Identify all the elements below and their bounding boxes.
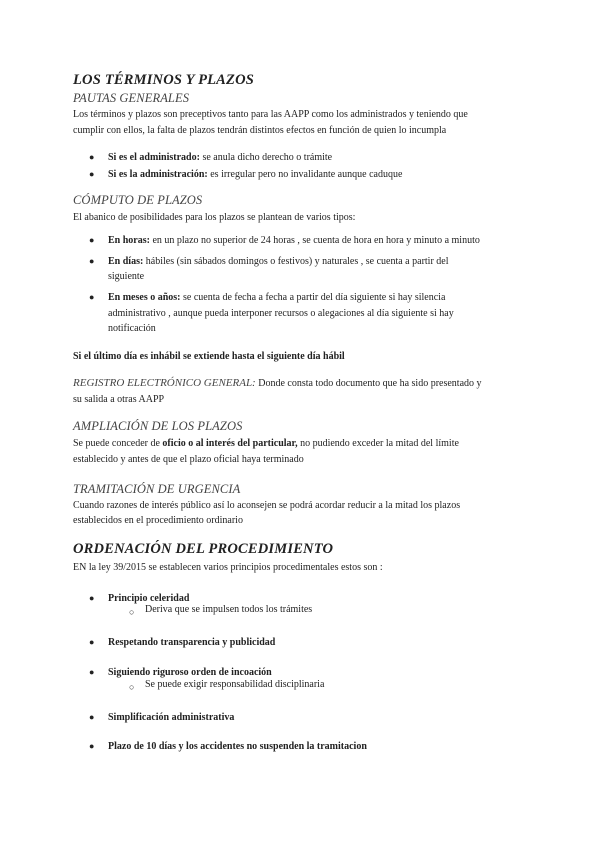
list-item-meses-anos: En meses o años: se cuenta de fecha a fecha a partir del día siguiente si hay silencia bbox=[108, 292, 446, 303]
circle-bullet-icon: ○ bbox=[129, 682, 135, 692]
title-ordenacion-procedimiento: ORDENACIÓN DEL PROCEDIMIENTO bbox=[73, 541, 334, 557]
principle-orden-incoacion-detail: Se puede exigir responsabilidad disciplinaria bbox=[145, 679, 325, 690]
bullet-icon: ● bbox=[89, 292, 95, 302]
bullet-icon: ● bbox=[89, 593, 95, 603]
heading-registro-electronico: REGISTRO ELECTRÓNICO GENERAL: bbox=[73, 377, 256, 389]
principle-transparencia: Respetando transparencia y publicidad bbox=[108, 637, 276, 648]
bullet-icon: ● bbox=[89, 235, 95, 245]
list-item-meses-anos-line-3: notificación bbox=[108, 323, 156, 334]
computo-intro: El abanico de posibilidades para los plazos se plantean de varios tipos: bbox=[73, 212, 356, 223]
list-item-meses-anos-line-2: administrativo , aunque pueda interponer recursos o alegaciones al día siguiente si hay bbox=[108, 308, 454, 319]
heading-tramitacion-urgencia: TRAMITACIÓN DE URGENCIA bbox=[73, 482, 241, 496]
registro-paragraph-line-1: REGISTRO ELECTRÓNICO GENERAL: Donde consta todo documento que ha sido presentado y bbox=[73, 377, 482, 389]
bullet-icon: ● bbox=[89, 152, 95, 162]
registro-paragraph-line-2: su salida a otras AAPP bbox=[73, 394, 165, 405]
principle-celeridad: Principio celeridad bbox=[108, 593, 190, 604]
list-item-en-dias-line-2: siguiente bbox=[108, 271, 145, 282]
bullet-icon: ● bbox=[89, 637, 95, 647]
urgencia-paragraph-line-1: Cuando razones de interés público así lo aconsejen se podrá acordar reducir a la mitad los plazos bbox=[73, 500, 461, 511]
list-item-administrado: Si es el administrado: se anula dicho derecho o trámite bbox=[108, 152, 333, 163]
bullet-icon: ● bbox=[89, 712, 95, 722]
heading-ampliacion-plazos: AMPLIACIÓN DE LOS PLAZOS bbox=[73, 419, 243, 433]
list-item-en-dias: En días: hábiles (sin sábados domingos o festivos) y naturales , se cuenta a partir del bbox=[108, 256, 449, 267]
ordenacion-intro: EN la ley 39/2015 se establecen varios principios procedimentales estos son : bbox=[73, 562, 383, 573]
circle-bullet-icon: ○ bbox=[129, 607, 135, 617]
title-terminos-plazos: LOS TÉRMINOS Y PLAZOS bbox=[73, 72, 255, 88]
pautas-paragraph-line-2: cumplir con ellos, la falta de plazos tendrán distintos efectos en función de quien lo incumpla bbox=[73, 125, 447, 136]
list-item-administracion: Si es la administración: es irregular pero no invalidante aunque caduque bbox=[108, 169, 403, 180]
ampliacion-paragraph-line-2: establecido y antes de que el plazo oficial haya terminado bbox=[73, 454, 304, 465]
bullet-icon: ● bbox=[89, 169, 95, 179]
bullet-icon: ● bbox=[89, 256, 95, 266]
ampliacion-paragraph-line-1: Se puede conceder de oficio o al interés del particular, no pudiendo exceder la mitad del límite bbox=[73, 438, 459, 449]
note-ultimo-dia-inhabil: Si el último día es inhábil se extiende hasta el siguiente día hábil bbox=[73, 351, 345, 362]
principle-orden-incoacion: Siguiendo riguroso orden de incoación bbox=[108, 667, 272, 678]
principle-simplificacion: Simplificación administrativa bbox=[108, 712, 235, 723]
pautas-paragraph-line-1: Los términos y plazos son preceptivos tanto para las AAPP como los administrados y teniendo que bbox=[73, 109, 468, 120]
bullet-icon: ● bbox=[89, 667, 95, 677]
principle-celeridad-detail: Deriva que se impulsen todos los trámites bbox=[145, 604, 313, 615]
principle-plazo-10-dias: Plazo de 10 días y los accidentes no suspenden la tramitacion bbox=[108, 741, 367, 752]
heading-computo-plazos: CÓMPUTO DE PLAZOS bbox=[73, 193, 203, 207]
bullet-icon: ● bbox=[89, 741, 95, 751]
heading-pautas-generales: PAUTAS GENERALES bbox=[73, 91, 190, 105]
list-item-en-horas: En horas: en un plazo no superior de 24 horas , se cuenta de hora en hora y minuto a minuto bbox=[108, 235, 480, 246]
urgencia-paragraph-line-2: establecidos en el procedimiento ordinario bbox=[73, 515, 243, 526]
